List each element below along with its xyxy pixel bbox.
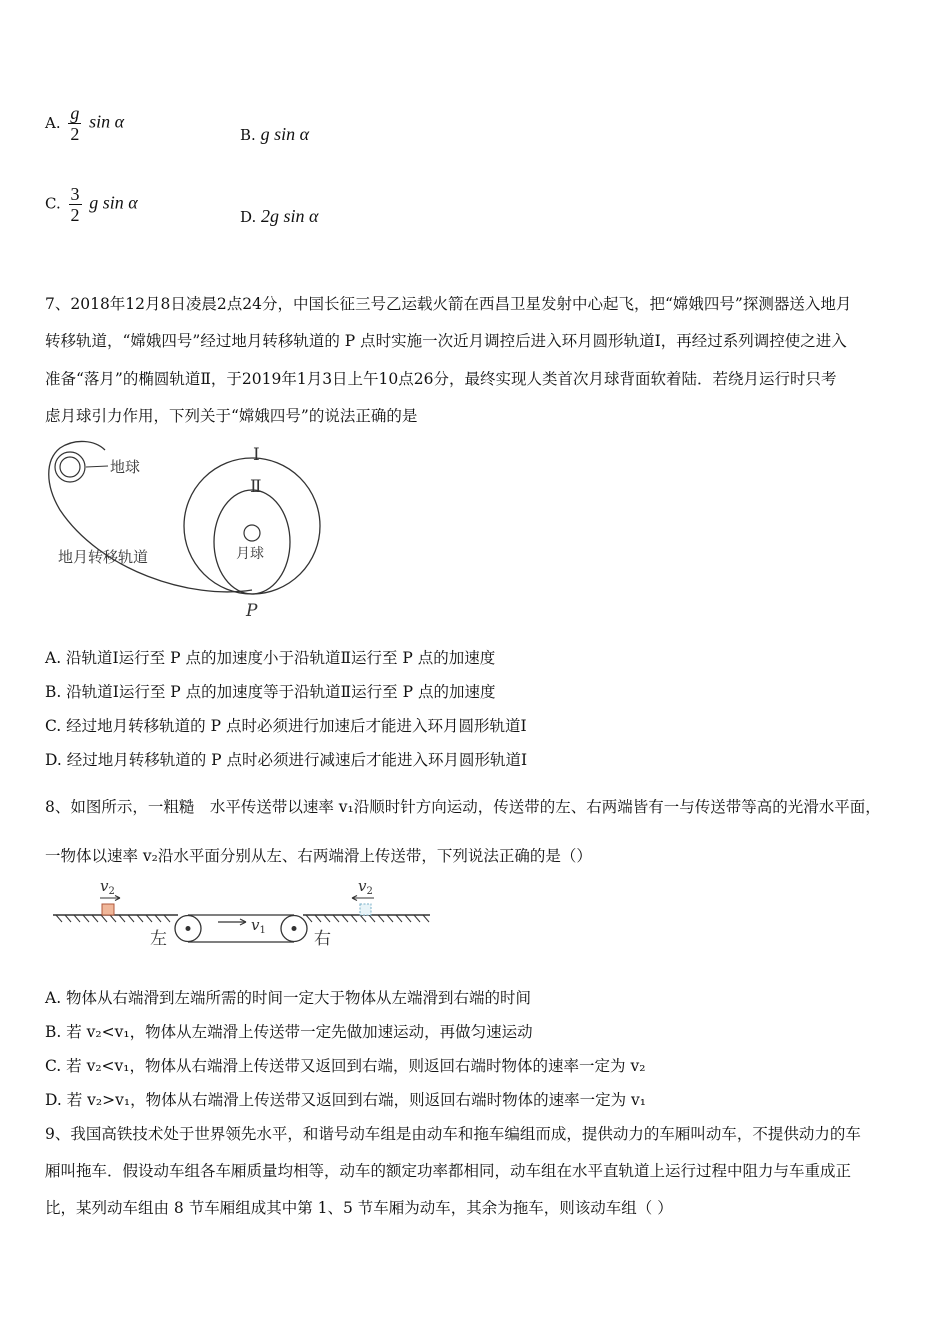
q6-option-a[interactable]: [45, 103, 124, 144]
option-label: A.: [45, 113, 61, 132]
point-p-label: P: [246, 601, 258, 621]
q7-option-b[interactable]: B. 沿轨道Ⅰ运行至 P 点的加速度等于沿轨道Ⅱ运行至 P 点的加速度: [45, 683, 496, 701]
denominator: 2: [70, 124, 80, 144]
q6-option-c[interactable]: [45, 184, 138, 225]
q9-line-3: 比，某列动车组由 8 节车厢组成其中第 1、5 节车厢为动车，其余为拖车，则该动车组（ ）: [45, 1199, 673, 1217]
transfer-orbit-label: 地月转移轨道: [58, 548, 149, 566]
expression: g sin α: [260, 124, 310, 144]
earth-inner: [60, 457, 80, 477]
q8-line-1: 8、如图所示，一粗糙 水平传送带以速率 v₁沿顺时针方向运动，传送带的左、右两端皆有一与传送带等高的光滑水平面，: [45, 798, 881, 816]
orbit-i-label: Ⅰ: [253, 445, 260, 465]
left-hatching: [56, 915, 170, 922]
q7-option-c[interactable]: C. 经过地月转移轨道的 P 点时必须进行加速后才能进入环月圆形轨道Ⅰ: [45, 717, 527, 735]
right-label: 右: [314, 929, 331, 949]
right-block: [360, 904, 371, 915]
q8-option-c[interactable]: C. 若 v₂<v₁，物体从右端滑上传送带又返回到右端，则返回右端时物体的速率一定为 v₂: [45, 1057, 646, 1075]
q7-line-1: 7、2018年12月8日凌晨2点24分，中国长征三号乙运载火箭在西昌卫星发射中心起飞，把“嫦娥四号”探测器送入地月: [45, 295, 852, 313]
q9-line-1: 9、我国高铁技术处于世界领先水平，和谐号动车组是由动车和拖车编组而成，提供动力的车厢叫动车，不提供动力的车: [45, 1125, 861, 1143]
option-label: D.: [240, 208, 257, 226]
expression: 2g sin α: [261, 206, 319, 226]
left-block: [102, 904, 114, 915]
fraction: [68, 103, 81, 144]
q6-option-d[interactable]: [240, 206, 319, 227]
q7-line-4: 虑月球引力作用，下列关于“嫦娥四号”的说法正确的是: [45, 407, 418, 425]
moon: [244, 525, 260, 541]
expression: sin α: [89, 111, 125, 132]
numerator: 3: [70, 184, 80, 204]
right-v2-label: $v_2$: [358, 877, 373, 897]
q8-line-2: 一物体以速率 v₂沿水平面分别从左、右两端滑上传送带，下列说法正确的是（）: [45, 847, 592, 865]
q8-option-b[interactable]: B. 若 v₂<v₁，物体从左端滑上传送带一定先做加速运动，再做匀速运动: [45, 1023, 533, 1041]
q9-line-2: 厢叫拖车．假设动车组各车厢质量均相等，动车的额定功率都相同，动车组在水平直轨道上运行过程中阻力与车重成正: [45, 1162, 852, 1180]
right-hatching: [306, 915, 429, 922]
q7-option-a[interactable]: A. 沿轨道Ⅰ运行至 P 点的加速度小于沿轨道Ⅱ运行至 P 点的加速度: [45, 649, 496, 667]
lunar-orbit-diagram: [40, 430, 340, 630]
option-label: C.: [45, 194, 61, 213]
expression: g sin α: [89, 192, 138, 213]
option-label: B.: [240, 126, 256, 144]
numerator: g: [70, 103, 80, 123]
q7-option-d[interactable]: D. 经过地月转移轨道的 P 点时必须进行减速后才能进入环月圆形轨道Ⅰ: [45, 751, 528, 769]
left-roller-axle: [186, 926, 191, 931]
earth-leader: [86, 466, 108, 467]
q8-option-a[interactable]: A. 物体从右端滑到左端所需的时间一定大于物体从左端滑到右端的时间: [45, 989, 532, 1007]
denominator: 2: [70, 205, 80, 225]
q8-option-d[interactable]: D. 若 v₂>v₁，物体从右端滑上传送带又返回到右端，则返回右端时物体的速率一定为 v₁: [45, 1091, 646, 1109]
q6-option-b[interactable]: [240, 124, 309, 145]
v1-label: $v_1$: [251, 916, 266, 936]
orbit-ii-label: Ⅱ: [250, 477, 262, 497]
earth-label: 地球: [110, 458, 141, 476]
fraction: [69, 184, 82, 225]
q7-line-2: 转移轨道，“嫦娥四号”经过地月转移轨道的 P 点时实施一次近月调控后进入环月圆形轨道Ⅰ，再经过系列调控使之进入: [45, 332, 847, 350]
left-label: 左: [150, 929, 167, 949]
conveyor-diagram: [48, 874, 438, 954]
right-roller-axle: [292, 926, 297, 931]
moon-label: 月球: [236, 546, 264, 562]
q7-line-3: 准备“落月”的椭圆轨道Ⅱ，于2019年1月3日上午10点26分，最终实现人类首次月球背面软着陆．若绕月运行时只考: [45, 370, 837, 388]
left-v2-label: $v_2$: [100, 877, 115, 897]
orbit-ii: [214, 490, 290, 594]
